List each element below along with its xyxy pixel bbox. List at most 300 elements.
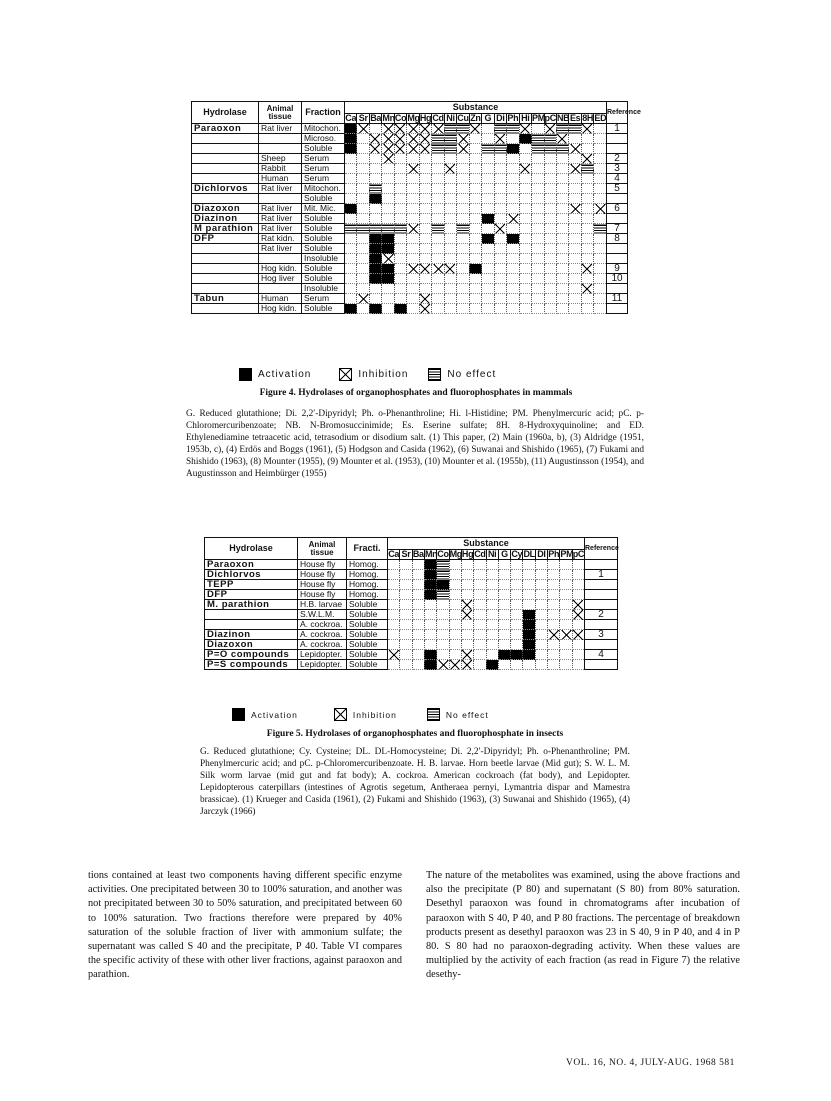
effect-cell xyxy=(511,620,523,630)
effect-cell xyxy=(407,304,419,314)
effect-cell xyxy=(394,234,406,244)
effect-cell xyxy=(369,244,381,254)
effect-cell xyxy=(382,264,394,274)
header-fraction: Fraction xyxy=(302,102,345,124)
substance-header: Ba xyxy=(370,113,382,123)
effect-cell xyxy=(498,640,510,650)
effect-cell xyxy=(556,224,568,234)
effect-cell xyxy=(437,600,449,610)
effect-cell xyxy=(357,194,369,204)
effect-cell xyxy=(519,164,531,174)
effect-cell xyxy=(357,134,369,144)
effect-cell xyxy=(532,174,544,184)
effect-cell xyxy=(457,134,469,144)
effect-cell xyxy=(494,264,506,274)
figure-4-notes: G. Reduced glutathione; Di. 2,2′-Dipyridyl; Ph. o-Phenanthroline; Hi. l-Histidine; PM. Phenylmercuric acid; pC. p-Chloromercuribenzoate; NB. N-Bromosuccinimide; Es. Eserine sulfate; 8H. 8-Hydroxyquinoline; and ED. Ethylenediamine tetraacetic acid, tetrasodium or disodium salt. (1) This paper, (2) Main (1960a, b), (3) Aldridge (1951, 1953b, c), (4) Erdös and Boggs (1961), (5) Hodgson and Casida (1962), (6) Suwanai and Shishido (1965), (7) Fukami and Shishido (1963), (8) Mounter (1955), (9) Mounter et al. (1953), (10) Mounter et al. (1955b), (11) Augustinsson (1954), and Augustinsson and Heimbürger (1955) xyxy=(186,409,644,479)
effect-cell xyxy=(382,134,394,144)
effect-cell xyxy=(357,174,369,184)
effect-cell xyxy=(437,650,449,660)
effect-cell xyxy=(523,560,535,570)
effect-cell xyxy=(345,164,357,174)
effect-cell xyxy=(345,254,357,264)
effect-cell xyxy=(560,600,572,610)
effect-cell xyxy=(419,284,431,294)
effect-cell xyxy=(469,134,481,144)
reference-cell: 8 xyxy=(607,234,628,244)
effect-cell xyxy=(382,124,394,134)
effect-cell xyxy=(457,124,469,134)
effect-cell xyxy=(569,234,581,244)
effect-cell xyxy=(407,184,419,194)
body-column-left: tions contained at least two components having different specific enzyme activities. One precipitated between 30 to 100% saturation, and another was not precipitated between 30 to 50% saturation, and precipitated between 60 to 100% saturation. Two fractions therefore were prepared by 40% saturation of the soluble fraction of liver with ammonium sulfate; the supernatant was called S 40 and the precipitate, P 40. Table VI compares the specific activity of these with other liver fractions, against paraoxon and parathion. xyxy=(88,870,402,981)
effect-cell xyxy=(419,244,431,254)
effect-cell xyxy=(444,144,456,154)
effect-cell xyxy=(449,650,461,660)
figure-5-legend xyxy=(232,708,489,721)
effect-cell xyxy=(432,194,444,204)
effect-cell xyxy=(412,630,424,640)
effect-cell xyxy=(382,254,394,264)
effect-cell xyxy=(419,214,431,224)
effect-cell xyxy=(569,274,581,284)
substance-header: Ph xyxy=(507,113,519,123)
legend-activation: Activation xyxy=(251,709,298,720)
hydrolase-cell: M. parathion xyxy=(205,600,298,610)
effect-cell xyxy=(400,580,412,590)
effect-cell xyxy=(532,244,544,254)
reference-cell xyxy=(607,254,628,264)
effect-cell xyxy=(345,224,357,234)
effect-cell xyxy=(594,164,607,174)
animal-tissue-cell xyxy=(259,284,302,294)
substance-header: Cu xyxy=(457,113,469,123)
effect-cell xyxy=(507,164,519,174)
effect-cell xyxy=(482,294,494,304)
effect-cell xyxy=(357,254,369,264)
effect-cell xyxy=(357,124,369,134)
effect-cell xyxy=(519,224,531,234)
effect-cell xyxy=(519,124,531,134)
header-hydrolase: Hydrolase xyxy=(192,102,259,124)
substance-header: Ni xyxy=(444,114,456,124)
table-row xyxy=(205,620,618,630)
effect-cell xyxy=(482,234,494,244)
effect-cell xyxy=(382,234,394,244)
effect-cell xyxy=(548,590,560,600)
reference-cell xyxy=(607,134,628,144)
effect-cell xyxy=(382,154,394,164)
animal-tissue-cell xyxy=(259,144,302,154)
fraction-cell: Soluble xyxy=(347,650,388,660)
hydrolase-cell: TEPP xyxy=(205,580,298,590)
effect-cell xyxy=(432,294,444,304)
effect-cell xyxy=(469,264,481,274)
effect-cell xyxy=(345,244,357,254)
substance-header: Sr xyxy=(358,113,368,123)
effect-cell xyxy=(523,660,535,670)
effect-cell xyxy=(569,164,581,174)
effect-cell xyxy=(444,184,456,194)
effect-cell xyxy=(511,640,523,650)
effect-cell xyxy=(594,214,607,224)
animal-tissue-cell: Hog liver xyxy=(259,274,302,284)
effect-cell xyxy=(345,214,357,224)
effect-cell xyxy=(444,284,456,294)
animal-tissue-cell: Rat kidn. xyxy=(259,234,302,244)
substance-header: Ca xyxy=(345,113,357,123)
effect-cell xyxy=(581,294,593,304)
effect-cell xyxy=(437,620,449,630)
page-footer: VOL. 16, NO. 4, JULY-AUG. 1968 581 xyxy=(566,1058,735,1068)
effect-cell xyxy=(511,580,523,590)
effect-cell xyxy=(461,660,473,670)
fraction-cell: Homog. xyxy=(347,580,388,590)
effect-cell xyxy=(369,264,381,274)
effect-cell xyxy=(444,294,456,304)
substance-header: ED xyxy=(594,113,607,123)
effect-cell xyxy=(572,590,584,600)
effect-cell xyxy=(407,134,419,144)
table-row xyxy=(192,234,628,244)
effect-cell xyxy=(544,284,556,294)
effect-cell xyxy=(560,570,572,580)
effect-cell xyxy=(507,174,519,184)
effect-cell xyxy=(369,234,381,244)
effect-cell xyxy=(544,174,556,184)
effect-cell xyxy=(469,144,481,154)
effect-cell xyxy=(407,164,419,174)
effect-cell xyxy=(394,304,406,314)
effect-cell xyxy=(382,294,394,304)
effect-cell xyxy=(369,224,381,234)
effect-cell xyxy=(511,600,523,610)
effect-cell xyxy=(581,154,593,164)
effect-cell xyxy=(345,304,357,314)
reference-cell: 5 xyxy=(607,184,628,194)
effect-cell xyxy=(486,640,498,650)
effect-cell xyxy=(419,254,431,264)
effect-cell xyxy=(482,204,494,214)
effect-cell xyxy=(394,214,406,224)
effect-cell xyxy=(544,144,556,154)
effect-cell xyxy=(486,620,498,630)
effect-cell xyxy=(556,234,568,244)
effect-cell xyxy=(486,590,498,600)
effect-cell xyxy=(494,244,506,254)
effect-cell xyxy=(519,194,531,204)
effect-cell xyxy=(432,234,444,244)
effect-cell xyxy=(548,650,560,660)
effect-cell xyxy=(532,204,544,214)
effect-cell xyxy=(572,570,584,580)
effect-cell xyxy=(457,194,469,204)
effect-cell xyxy=(532,294,544,304)
effect-cell xyxy=(432,134,444,144)
fraction-cell: Soluble xyxy=(302,244,345,254)
effect-cell xyxy=(544,214,556,224)
effect-cell xyxy=(407,214,419,224)
effect-cell xyxy=(581,234,593,244)
effect-cell xyxy=(532,194,544,204)
effect-cell xyxy=(519,304,531,314)
effect-cell xyxy=(419,274,431,284)
effect-cell xyxy=(556,204,568,214)
substance-header: Hi xyxy=(519,114,531,124)
table-row xyxy=(192,294,628,304)
effect-cell xyxy=(357,224,369,234)
effect-cell xyxy=(394,204,406,214)
effect-cell xyxy=(507,194,519,204)
table-row xyxy=(192,304,628,314)
effect-cell xyxy=(581,184,593,194)
effect-cell xyxy=(412,570,424,580)
effect-cell xyxy=(556,304,568,314)
effect-cell xyxy=(432,124,444,134)
effect-cell xyxy=(544,154,556,164)
effect-cell xyxy=(581,124,593,134)
effect-cell xyxy=(494,134,506,144)
header-reference: Reference xyxy=(607,102,628,124)
effect-cell xyxy=(482,174,494,184)
effect-cell xyxy=(424,560,436,570)
effect-cell xyxy=(474,590,486,600)
effect-cell xyxy=(532,224,544,234)
effect-cell xyxy=(486,560,498,570)
table-row xyxy=(205,660,618,670)
effect-cell xyxy=(444,124,456,134)
effect-cell xyxy=(507,274,519,284)
effect-cell xyxy=(594,224,607,234)
effect-cell xyxy=(469,234,481,244)
effect-cell xyxy=(498,660,510,670)
effect-cell xyxy=(469,204,481,214)
effect-cell xyxy=(482,164,494,174)
effect-cell xyxy=(457,294,469,304)
substance-header: PM xyxy=(532,113,545,123)
effect-cell xyxy=(461,640,473,650)
table-row xyxy=(192,204,628,214)
effect-cell xyxy=(569,144,581,154)
table-row xyxy=(192,174,628,184)
header-substance: Substance xyxy=(388,538,585,550)
substance-header: NB xyxy=(556,113,570,123)
effect-cell xyxy=(560,560,572,570)
table-row xyxy=(192,164,628,174)
effect-cell xyxy=(519,274,531,284)
effect-cell xyxy=(532,284,544,294)
effect-cell xyxy=(519,204,531,214)
effect-cell xyxy=(469,124,481,134)
effect-cell xyxy=(594,144,607,154)
effect-cell xyxy=(469,194,481,204)
effect-cell xyxy=(449,610,461,620)
effect-cell xyxy=(461,580,473,590)
effect-cell xyxy=(437,580,449,590)
effect-cell xyxy=(394,144,406,154)
inhibition-swatch-icon xyxy=(339,368,352,381)
table-row xyxy=(192,224,628,234)
hydrolase-cell xyxy=(192,144,259,154)
effect-cell xyxy=(388,600,400,610)
effect-cell xyxy=(394,194,406,204)
animal-tissue-cell: A. cockroa. xyxy=(298,630,347,640)
effect-cell xyxy=(498,630,510,640)
no-effect-swatch-icon xyxy=(428,368,441,381)
effect-cell xyxy=(394,134,406,144)
reference-cell: 11 xyxy=(607,294,628,304)
animal-tissue-cell: Human xyxy=(259,294,302,304)
effect-cell xyxy=(432,244,444,254)
effect-cell xyxy=(544,204,556,214)
effect-cell xyxy=(572,630,584,640)
effect-cell xyxy=(407,254,419,264)
figure-4-table xyxy=(191,101,641,314)
table-row xyxy=(192,144,628,154)
hydrolase-cell xyxy=(192,164,259,174)
effect-cell xyxy=(407,204,419,214)
effect-cell xyxy=(556,194,568,204)
reference-cell xyxy=(607,214,628,224)
effect-cell xyxy=(369,274,381,284)
effect-cell xyxy=(507,204,519,214)
reference-cell: 6 xyxy=(607,204,628,214)
effect-cell xyxy=(544,184,556,194)
effect-cell xyxy=(345,284,357,294)
effect-cell xyxy=(532,234,544,244)
effect-cell xyxy=(382,174,394,184)
body-column-right: The nature of the metabolites was examined, using the above fractions and also the precipitate (P 80) and supernatant (S 80) from 80% saturation. Desethyl paraoxon was found in chromatograms after incubation of paraoxon with S 40, P 40, and P 80 fractions. The percentage of breakdown products present as desethyl paraoxon was 23 in S 40, 9 in P 40, and 4 in P 80. S 80 had no paraoxon-degrading activity. When these values are multiplied by the activity of each fraction (as read in Figure 7) the relative desethy- xyxy=(426,870,740,981)
reference-cell: 2 xyxy=(585,610,618,620)
header-substance: Substance xyxy=(345,102,607,114)
effect-cell xyxy=(461,620,473,630)
effect-cell xyxy=(369,164,381,174)
activation-swatch-icon xyxy=(232,708,245,721)
effect-cell xyxy=(498,580,510,590)
substance-header: Mg xyxy=(407,113,420,123)
effect-cell xyxy=(412,660,424,670)
effect-cell xyxy=(482,264,494,274)
reference-cell xyxy=(585,560,618,570)
reference-cell xyxy=(607,244,628,254)
substance-header: Mn xyxy=(424,549,438,559)
effect-cell xyxy=(345,234,357,244)
figure-4-legend xyxy=(239,368,496,381)
no-effect-swatch-icon xyxy=(427,708,440,721)
substance-header: Cd xyxy=(432,113,444,123)
effect-cell xyxy=(412,600,424,610)
effect-cell xyxy=(469,294,481,304)
effect-cell xyxy=(581,144,593,154)
fraction-cell: Homog. xyxy=(347,590,388,600)
fraction-cell: Soluble xyxy=(302,214,345,224)
effect-cell xyxy=(544,274,556,284)
legend-activation: Activation xyxy=(258,369,312,380)
substance-header: pC xyxy=(544,113,556,123)
effect-cell xyxy=(519,284,531,294)
effect-cell xyxy=(482,244,494,254)
effect-cell xyxy=(511,660,523,670)
effect-cell xyxy=(412,590,424,600)
effect-cell xyxy=(569,224,581,234)
fraction-cell: Insoluble xyxy=(302,254,345,264)
effect-cell xyxy=(556,174,568,184)
effect-cell xyxy=(594,254,607,264)
animal-tissue-cell: Rat liver xyxy=(259,244,302,254)
table-row xyxy=(205,570,618,580)
reference-cell: 4 xyxy=(607,174,628,184)
effect-cell xyxy=(569,304,581,314)
fraction-cell: Mitochon. xyxy=(302,184,345,194)
effect-cell xyxy=(581,174,593,184)
effect-cell xyxy=(469,224,481,234)
effect-cell xyxy=(507,134,519,144)
fraction-cell: Soluble xyxy=(302,304,345,314)
fraction-cell: Soluble xyxy=(347,660,388,670)
table-row xyxy=(192,274,628,284)
effect-cell xyxy=(544,164,556,174)
effect-cell xyxy=(572,660,584,670)
effect-cell xyxy=(572,640,584,650)
effect-cell xyxy=(569,184,581,194)
effect-cell xyxy=(581,284,593,294)
effect-cell xyxy=(511,560,523,570)
effect-cell xyxy=(407,294,419,304)
effect-cell xyxy=(457,214,469,224)
effect-cell xyxy=(569,124,581,134)
effect-cell xyxy=(357,274,369,284)
effect-cell xyxy=(474,630,486,640)
effect-cell xyxy=(437,590,449,600)
effect-cell xyxy=(345,174,357,184)
effect-cell xyxy=(457,284,469,294)
effect-cell xyxy=(494,284,506,294)
effect-cell xyxy=(544,264,556,274)
hydrolase-cell xyxy=(192,244,259,254)
effect-cell xyxy=(511,570,523,580)
effect-cell xyxy=(432,224,444,234)
effect-cell xyxy=(449,660,461,670)
effect-cell xyxy=(507,154,519,164)
effect-cell xyxy=(457,234,469,244)
effect-cell xyxy=(357,144,369,154)
effect-cell xyxy=(474,600,486,610)
effect-cell xyxy=(388,650,400,660)
effect-cell xyxy=(486,580,498,590)
effect-cell xyxy=(412,640,424,650)
effect-cell xyxy=(507,144,519,154)
effect-cell xyxy=(444,174,456,184)
header-animal-tissue: Animal tissue xyxy=(259,102,302,124)
effect-cell xyxy=(544,244,556,254)
substance-header: 8H xyxy=(582,113,594,123)
effect-cell xyxy=(457,154,469,164)
hydrolase-cell xyxy=(192,264,259,274)
effect-cell xyxy=(469,174,481,184)
effect-cell xyxy=(535,580,547,590)
effect-cell xyxy=(560,620,572,630)
effect-cell xyxy=(469,274,481,284)
hydrolase-cell: Diazoxon xyxy=(205,640,298,650)
animal-tissue-cell: House fly xyxy=(298,590,347,600)
effect-cell xyxy=(572,620,584,630)
effect-cell xyxy=(469,164,481,174)
table-row xyxy=(205,640,618,650)
effect-cell xyxy=(532,144,544,154)
effect-cell xyxy=(560,640,572,650)
effect-cell xyxy=(507,214,519,224)
effect-cell xyxy=(569,284,581,294)
table-row xyxy=(205,590,618,600)
